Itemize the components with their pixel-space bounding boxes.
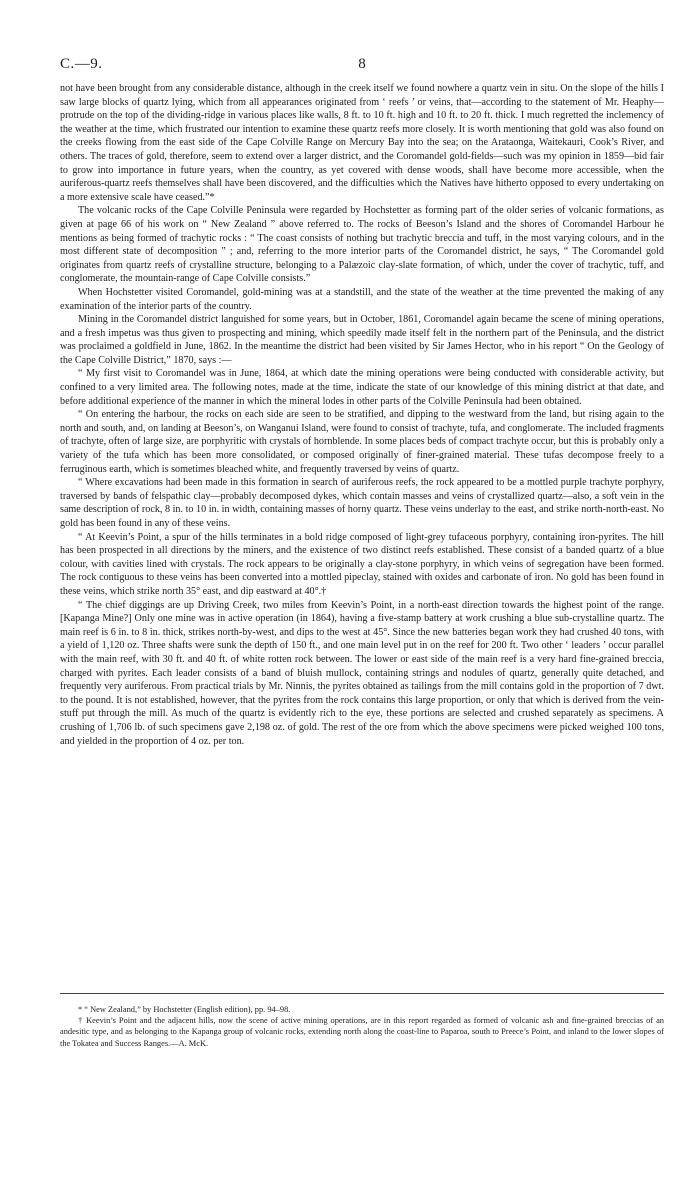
page-header bbox=[60, 56, 664, 76]
paragraph: “ At Keevin’s Point, a spur of the hills terminates in a bold ridge composed of light-grey tufaceous porphyry, containing iron-pyrites. The hill has been prospected in all directions by the miners, and the existence of two distinct reefs established. These consist of a banded quartz of a blue colour, with cavities lined with crystals. The rock appears to be originally a clay-stone porphyry, in which veins of segregation have been formed. The rock contiguous to these veins has been converted into a mottled pipeclay, stained with oxides and carbonate of iron. No gold has been found in these veins, which strike north 35° east, and dip eastward at 40°.† bbox=[60, 531, 664, 597]
paragraph: “ My first visit to Coromandel was in June, 1864, at which date the mining operations were being conducted with considerable activity, but confined to a very limited area. The following notes, made at the time, indicate the state of our knowledge of this mining district at that date, and before additional experience of the manner in which the mineral lodes in other parts of the Colville Peninsula had been obtained. bbox=[60, 368, 664, 407]
paragraph: The volcanic rocks of the Cape Colville Peninsula were regarded by Hochstetter as forming part of the older series of volcanic formations, as given at page 66 of his work on “ New Zealand ” above referred to. The rocks of Beeson’s Island and the shores of Coromandel Harbour he mentions as being formed of trachytic rocks : “ The coast consists of nothing but trachytic breccia and tuff, in the most varying colours, and in the most different state of decomposition ” ; and, referring to the more interior parts of the Coromandel district, he says, “ The Coromandel gold originates from quartz reefs of crystalline structure, belonging to a Palæzoic clay-slate formation, of which, under the cover of trachytic, tuff, and conglomerate, the mountain-range of Cape Colville consists.” bbox=[60, 205, 664, 285]
document-reference: C.—9. bbox=[60, 56, 103, 72]
footnotes bbox=[60, 1004, 664, 1049]
paragraph: When Hochstetter visited Coromandel, gold-mining was at a standstill, and the state of the weather at the time prevented the making of any examination of the interior parts of the country. bbox=[60, 286, 664, 312]
body-text bbox=[60, 82, 664, 748]
paragraph: Mining in the Coromandel district languished for some years, but in October, 1861, Coromandel again became the scene of mining operations, and a fresh impetus was thus given to prospecting and mining, which speedily made itself felt in the northern part of the Peninsula, and the district was proclaimed a goldfield in June, 1862. In the meantime the district had been visited by Sir James Hector, who in his report “ On the Geology of the Cape Colville District,” 1870, says :— bbox=[60, 314, 664, 366]
paragraph: not have been brought from any considerable distance, although in the creek itself we found nowhere a quartz vein in situ. On the slope of the hills I saw large blocks of quartz lying, which from all appearances originated from ‘ reefs ’ or veins, that—according to the statement of Mr. Heaphy—protrude on the top of the dividing-ridge in various places like walls, 8 ft. to 10 ft. high and 10 ft. to 20 ft. thick. I much regretted the inclemency of the weather at the time, which frustrated our intention to examine these quartz reefs more closely. It is worth mentioning that gold was also found on the creeks flowing from the east side of the Cape Colville Range on Mercury Bay into the sea; on the Arataonga, Waitekauri, Cook’s River, and others. The traces of gold, therefore, seem to extend over a larger district, and the Coromandel gold-fields—such was my opinion in 1859—bid fair to grow into importance in future years, when the country, as yet covered with dense woods, shall have become more accessible, when the auriferous-quartz reefs themselves shall have been discovered, and the difficulties which the Natives have hitherto opposed to every undertaking on a more extensive scale have ceased.”* bbox=[60, 83, 664, 203]
footnote: † Keevin’s Point and the adjacent hills, now the scene of active mining operations, are in this report regarded as formed of volcanic ash and fine-grained breccias of an andesitic type, and as belonging to the Kapanga group of volcanic rocks, extending north along the coast-line to Paparoa, south to Preece’s Point, and inland to the lower slopes of the Tokatea and Success Ranges.—A. McK. bbox=[60, 1016, 664, 1048]
paragraph: “ The chief diggings are up Driving Creek, two miles from Keevin’s Point, in a north-east direction towards the highest point of the range. [Kapanga Mine?] Only one mine was in active operation (in 1864), having a five-stamp battery at work crushing a blue sub-crystalline quartz. The main reef is 6 in. to 8 in. thick, strikes north-by-west, and dips to the west at 45°. Since the new batteries began work they had crushed 40 tons, with a yield of 1,120 oz. Three shafts were sunk the depth of 150 ft., and one main level put in on the reef for 200 ft. Two other ‘ leaders ’ occur parallel with the main reef, with 30 ft. and 40 ft. of white rotten rock between. The lower or east side of the main reef is a very hard fine-grained breccia, charged with pyrites. Each leader consists of a band of bluish mullock, containing strings and nodules of quartz, generally quite detached, and frequently very auriferous. From practical trials by Mr. Ninnis, the pyrites obtained as tailings from the mill contains gold in the proportion of 7 dwt. to the pound. It is not established, however, that the pyrites from the rock contains this large proportion, or only that which is derived from the vein-stuff put through the mill. As much of the quartz is evidently rich to the eye, these portions are selected and crushed separately as specimens. A crushing of 1,706 lb. of such specimens gave 2,198 oz. of gold. The rest of the ore from which the above specimens were picked weighed 100 tons, and yielded in the proportion of 4 oz. per ton. bbox=[60, 599, 664, 747]
page-number: 8 bbox=[358, 56, 366, 72]
footnote: * “ New Zealand,” by Hochstetter (English edition), pp. 94–98. bbox=[78, 1005, 291, 1014]
footnote-divider bbox=[60, 993, 664, 994]
paragraph: “ On entering the harbour, the rocks on each side are seen to be stratified, and dipping to the westward from the land, but rising again to the north and south, and, on landing at Beeson’s, on Wanganui Island, were found to consist of trachyte, tufa, and conglomerate. The included fragments of trachyte, often of large size, are porphyritic with crystals of hornblende. In some places beds of compact trachyte occur, but this is probably only a variety of the tufa which has been more consolidated, or composed originally of finer-grained material. These tufas decompose freely to a ferruginous earth, which is sometimes bleached white, and frequently traversed by veins of quartz. bbox=[60, 409, 664, 475]
paragraph: “ Where excavations had been made in this formation in search of auriferous reefs, the rock appeared to be a mottled purple trachyte porphyry, traversed by bands of felspathic clay—probably decomposed dykes, which contain masses and veins of crystallized quartz—also, a soft vein in the same description of rock, 8 in. to 10 in. in width, containing masses of horny quartz. These veins underlay to the east, and strike north-north-east. No gold has been found in any of these veins. bbox=[60, 477, 664, 529]
